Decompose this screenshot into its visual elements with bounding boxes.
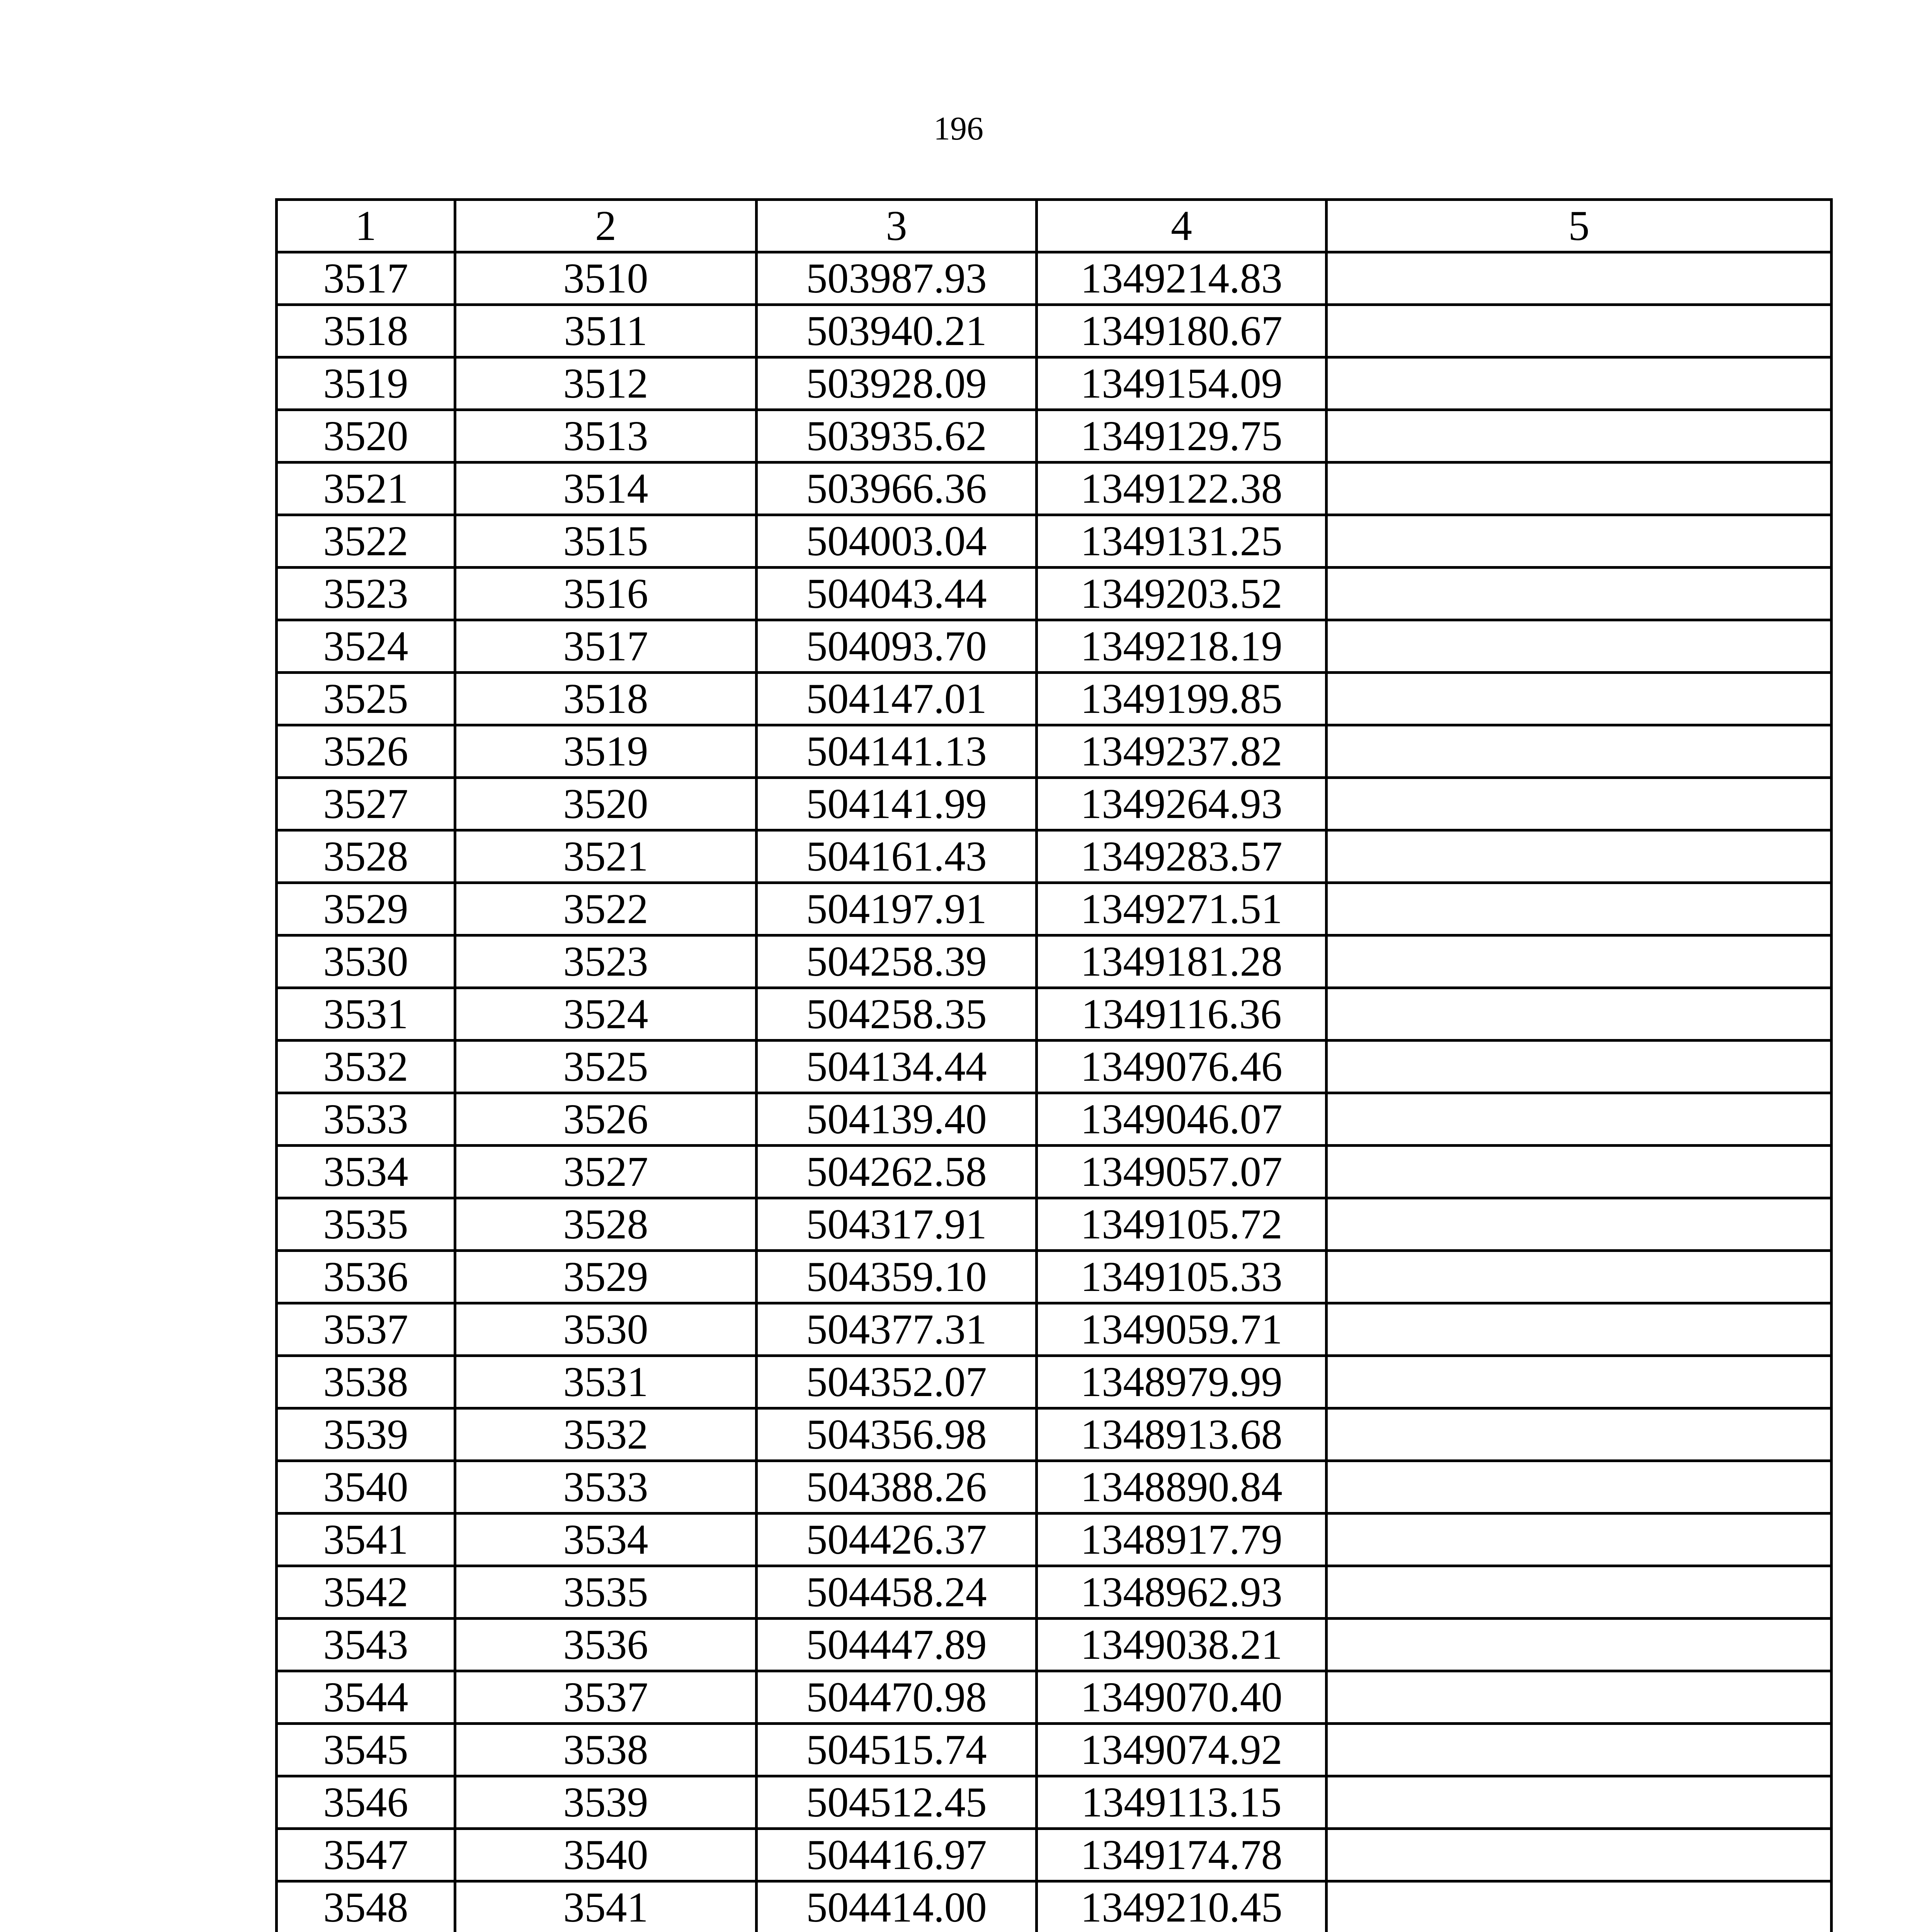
table-cell-col-2: 3528: [455, 1198, 757, 1251]
table-cell-col-5: [1327, 1093, 1832, 1146]
table-cell-col-3: 504512.45: [757, 1776, 1037, 1829]
table-cell-col-4: 1349214.83: [1037, 252, 1327, 305]
table-cell-col-2: 3525: [455, 1041, 757, 1093]
table-cell-col-1: 3522: [277, 515, 455, 568]
table-cell-col-1: 3539: [277, 1408, 455, 1461]
table-row: [277, 1829, 1832, 1881]
table-row: [277, 1566, 1832, 1619]
table-cell-col-5: [1327, 1881, 1832, 1932]
table-cell-col-2: 3511: [455, 305, 757, 357]
table-cell-col-4: 1349038.21: [1037, 1619, 1327, 1671]
table-row: [277, 568, 1832, 620]
table-body: [277, 200, 1832, 1932]
table-cell-col-4: 1348917.79: [1037, 1514, 1327, 1566]
table-row: [277, 1514, 1832, 1566]
table-cell-col-1: 3540: [277, 1461, 455, 1514]
table-cell-col-5: [1327, 568, 1832, 620]
table-cell-col-5: [1327, 1198, 1832, 1251]
table-cell-col-4: 1348962.93: [1037, 1566, 1327, 1619]
table-cell-col-3: 504470.98: [757, 1671, 1037, 1724]
table-cell-col-3: 503987.93: [757, 252, 1037, 305]
table-cell-col-1: 3545: [277, 1724, 455, 1776]
table-cell-col-1: 3527: [277, 778, 455, 830]
table-row: [277, 725, 1832, 778]
table-cell-col-4: 1349074.92: [1037, 1724, 1327, 1776]
table-row: [277, 1356, 1832, 1408]
table-cell-col-1: 3534: [277, 1146, 455, 1198]
table-cell-col-2: 3520: [455, 778, 757, 830]
table-cell-col-2: 3514: [455, 463, 757, 515]
table-cell-col-5: [1327, 1619, 1832, 1671]
table-cell-col-2: 3527: [455, 1146, 757, 1198]
table-row: [277, 357, 1832, 410]
table-cell-col-4: 1349076.46: [1037, 1041, 1327, 1093]
table-cell-col-2: 3521: [455, 830, 757, 883]
table-cell-col-1: 3535: [277, 1198, 455, 1251]
table-cell-col-1: 3517: [277, 252, 455, 305]
table-cell-col-2: 3537: [455, 1671, 757, 1724]
table-row: [277, 673, 1832, 725]
table-cell-col-1: 3544: [277, 1671, 455, 1724]
table-cell-col-5: [1327, 1724, 1832, 1776]
table-cell-col-3: 504141.13: [757, 725, 1037, 778]
table-cell-col-1: 3548: [277, 1881, 455, 1932]
table-cell-col-3: 504426.37: [757, 1514, 1037, 1566]
table-cell-col-2: 3513: [455, 410, 757, 463]
table-cell-col-1: 3529: [277, 883, 455, 935]
table-cell-col-3: 504197.91: [757, 883, 1037, 935]
table-cell-col-3: 504161.43: [757, 830, 1037, 883]
table-cell-col-3: 504388.26: [757, 1461, 1037, 1514]
table-cell-col-5: [1327, 252, 1832, 305]
table-cell-col-1: 3538: [277, 1356, 455, 1408]
table-cell-col-5: [1327, 357, 1832, 410]
table-cell-col-1: 3519: [277, 357, 455, 410]
table-cell-col-4: 1349131.25: [1037, 515, 1327, 568]
table-cell-col-2: 3530: [455, 1303, 757, 1356]
table-row: [277, 463, 1832, 515]
table-row: [277, 1881, 1832, 1932]
table-cell-col-2: 3531: [455, 1356, 757, 1408]
table-cell-col-3: 504447.89: [757, 1619, 1037, 1671]
table-cell-col-1: 3541: [277, 1514, 455, 1566]
table-cell-col-3: 504147.01: [757, 673, 1037, 725]
table-cell-col-1: 3528: [277, 830, 455, 883]
table-cell-col-2: 3510: [455, 252, 757, 305]
table-cell-col-2: 3519: [455, 725, 757, 778]
table-cell-col-1: 3533: [277, 1093, 455, 1146]
header-cell-1: 1: [277, 200, 455, 252]
table-cell-col-5: [1327, 620, 1832, 673]
table-cell-col-4: 1349180.67: [1037, 305, 1327, 357]
table-cell-col-5: [1327, 725, 1832, 778]
table-cell-col-1: 3523: [277, 568, 455, 620]
table-row: [277, 778, 1832, 830]
table-row: [277, 935, 1832, 988]
table-cell-col-4: 1348913.68: [1037, 1408, 1327, 1461]
table-cell-col-4: 1349122.38: [1037, 463, 1327, 515]
table-cell-col-5: [1327, 935, 1832, 988]
header-cell-2: 2: [455, 200, 757, 252]
table-cell-col-3: 504317.91: [757, 1198, 1037, 1251]
table-cell-col-1: 3543: [277, 1619, 455, 1671]
header-cell-4: 4: [1037, 200, 1327, 252]
table-row: [277, 305, 1832, 357]
table-header-row: [277, 200, 1832, 252]
table-row: [277, 1671, 1832, 1724]
table-row: [277, 1408, 1832, 1461]
table-cell-col-4: 1349174.78: [1037, 1829, 1327, 1881]
table-cell-col-2: 3529: [455, 1251, 757, 1303]
table-cell-col-4: 1349210.45: [1037, 1881, 1327, 1932]
table-cell-col-5: [1327, 1461, 1832, 1514]
table-cell-col-2: 3539: [455, 1776, 757, 1829]
table-cell-col-4: 1349105.33: [1037, 1251, 1327, 1303]
table-cell-col-1: 3525: [277, 673, 455, 725]
table-cell-col-3: 504093.70: [757, 620, 1037, 673]
page-number: 196: [934, 110, 983, 147]
table-row: [277, 1198, 1832, 1251]
table-cell-col-5: [1327, 830, 1832, 883]
table-cell-col-3: 504003.04: [757, 515, 1037, 568]
table-row: [277, 1146, 1832, 1198]
table-cell-col-3: 504416.97: [757, 1829, 1037, 1881]
table-cell-col-1: 3520: [277, 410, 455, 463]
table-row: [277, 1041, 1832, 1093]
table-row: [277, 620, 1832, 673]
table-row: [277, 830, 1832, 883]
table-cell-col-1: 3546: [277, 1776, 455, 1829]
table-cell-col-2: 3518: [455, 673, 757, 725]
table-cell-col-5: [1327, 988, 1832, 1041]
table-cell-col-3: 504141.99: [757, 778, 1037, 830]
table-cell-col-5: [1327, 1356, 1832, 1408]
table-cell-col-5: [1327, 1776, 1832, 1829]
table-cell-col-3: 504258.39: [757, 935, 1037, 988]
table-cell-col-3: 504134.44: [757, 1041, 1037, 1093]
table-cell-col-4: 1348979.99: [1037, 1356, 1327, 1408]
table-cell-col-5: [1327, 1566, 1832, 1619]
table-row: [277, 1461, 1832, 1514]
table-cell-col-5: [1327, 410, 1832, 463]
table-cell-col-1: 3524: [277, 620, 455, 673]
table-cell-col-3: 503940.21: [757, 305, 1037, 357]
table-cell-col-3: 503966.36: [757, 463, 1037, 515]
table-cell-col-3: 504262.58: [757, 1146, 1037, 1198]
table-row: [277, 1776, 1832, 1829]
table-cell-col-3: 504258.35: [757, 988, 1037, 1041]
table-cell-col-3: 504352.07: [757, 1356, 1037, 1408]
table-cell-col-4: 1349059.71: [1037, 1303, 1327, 1356]
table-cell-col-2: 3532: [455, 1408, 757, 1461]
table-row: [277, 1619, 1832, 1671]
header-cell-5: 5: [1327, 200, 1832, 252]
table-cell-col-2: 3517: [455, 620, 757, 673]
table-cell-col-4: 1349105.72: [1037, 1198, 1327, 1251]
table-row: [277, 1303, 1832, 1356]
table-cell-col-3: 504359.10: [757, 1251, 1037, 1303]
table-row: [277, 1093, 1832, 1146]
table-cell-col-3: 504377.31: [757, 1303, 1037, 1356]
table-cell-col-2: 3526: [455, 1093, 757, 1146]
table-row: [277, 883, 1832, 935]
table-cell-col-3: 503935.62: [757, 410, 1037, 463]
table-row: [277, 515, 1832, 568]
table-cell-col-2: 3534: [455, 1514, 757, 1566]
table-cell-col-4: 1349129.75: [1037, 410, 1327, 463]
table-cell-col-1: 3547: [277, 1829, 455, 1881]
table-cell-col-4: 1349271.51: [1037, 883, 1327, 935]
table-row: [277, 410, 1832, 463]
table-cell-col-3: 504356.98: [757, 1408, 1037, 1461]
table-cell-col-2: 3523: [455, 935, 757, 988]
table-cell-col-5: [1327, 1671, 1832, 1724]
table-cell-col-3: 504515.74: [757, 1724, 1037, 1776]
table-row: [277, 1724, 1832, 1776]
table-cell-col-5: [1327, 1408, 1832, 1461]
table-cell-col-3: 504139.40: [757, 1093, 1037, 1146]
table-cell-col-5: [1327, 1251, 1832, 1303]
table-cell-col-5: [1327, 1829, 1832, 1881]
table-cell-col-1: 3531: [277, 988, 455, 1041]
table-cell-col-5: [1327, 515, 1832, 568]
header-cell-3: 3: [757, 200, 1037, 252]
table-cell-col-2: 3524: [455, 988, 757, 1041]
table-cell-col-5: [1327, 1146, 1832, 1198]
table-cell-col-4: 1349154.09: [1037, 357, 1327, 410]
table-cell-col-4: 1349237.82: [1037, 725, 1327, 778]
table-cell-col-4: 1349199.85: [1037, 673, 1327, 725]
table-cell-col-2: 3535: [455, 1566, 757, 1619]
table-cell-col-2: 3538: [455, 1724, 757, 1776]
table-cell-col-5: [1327, 1041, 1832, 1093]
table-cell-col-1: 3536: [277, 1251, 455, 1303]
table-cell-col-5: [1327, 1303, 1832, 1356]
table-cell-col-4: 1349070.40: [1037, 1671, 1327, 1724]
table-cell-col-4: 1349181.28: [1037, 935, 1327, 988]
table-cell-col-5: [1327, 883, 1832, 935]
table-cell-col-4: 1349283.57: [1037, 830, 1327, 883]
table-cell-col-2: 3541: [455, 1881, 757, 1932]
table-cell-col-1: 3530: [277, 935, 455, 988]
table-cell-col-4: 1349057.07: [1037, 1146, 1327, 1198]
table-cell-col-3: 503928.09: [757, 357, 1037, 410]
table-cell-col-5: [1327, 778, 1832, 830]
table-cell-col-1: 3542: [277, 1566, 455, 1619]
table-cell-col-3: 504414.00: [757, 1881, 1037, 1932]
table-cell-col-1: 3537: [277, 1303, 455, 1356]
table-cell-col-5: [1327, 1514, 1832, 1566]
table-cell-col-2: 3512: [455, 357, 757, 410]
table-cell-col-5: [1327, 305, 1832, 357]
table-cell-col-5: [1327, 673, 1832, 725]
table-cell-col-2: 3540: [455, 1829, 757, 1881]
table-cell-col-2: 3533: [455, 1461, 757, 1514]
table-cell-col-3: 504043.44: [757, 568, 1037, 620]
table-cell-col-1: 3526: [277, 725, 455, 778]
table-row: [277, 988, 1832, 1041]
table-cell-col-4: 1349264.93: [1037, 778, 1327, 830]
table-cell-col-4: 1349046.07: [1037, 1093, 1327, 1146]
table-cell-col-3: 504458.24: [757, 1566, 1037, 1619]
table-cell-col-1: 3521: [277, 463, 455, 515]
table-cell-col-4: 1349116.36: [1037, 988, 1327, 1041]
table-cell-col-4: 1349203.52: [1037, 568, 1327, 620]
table-cell-col-5: [1327, 463, 1832, 515]
table-row: [277, 1251, 1832, 1303]
table-cell-col-2: 3515: [455, 515, 757, 568]
table-cell-col-2: 3522: [455, 883, 757, 935]
table-cell-col-2: 3516: [455, 568, 757, 620]
coordinates-table: [275, 198, 1833, 1932]
table-row: [277, 252, 1832, 305]
table-cell-col-4: 1349218.19: [1037, 620, 1327, 673]
table-cell-col-4: 1348890.84: [1037, 1461, 1327, 1514]
table-cell-col-4: 1349113.15: [1037, 1776, 1327, 1829]
table-cell-col-1: 3532: [277, 1041, 455, 1093]
table-cell-col-2: 3536: [455, 1619, 757, 1671]
table-cell-col-1: 3518: [277, 305, 455, 357]
